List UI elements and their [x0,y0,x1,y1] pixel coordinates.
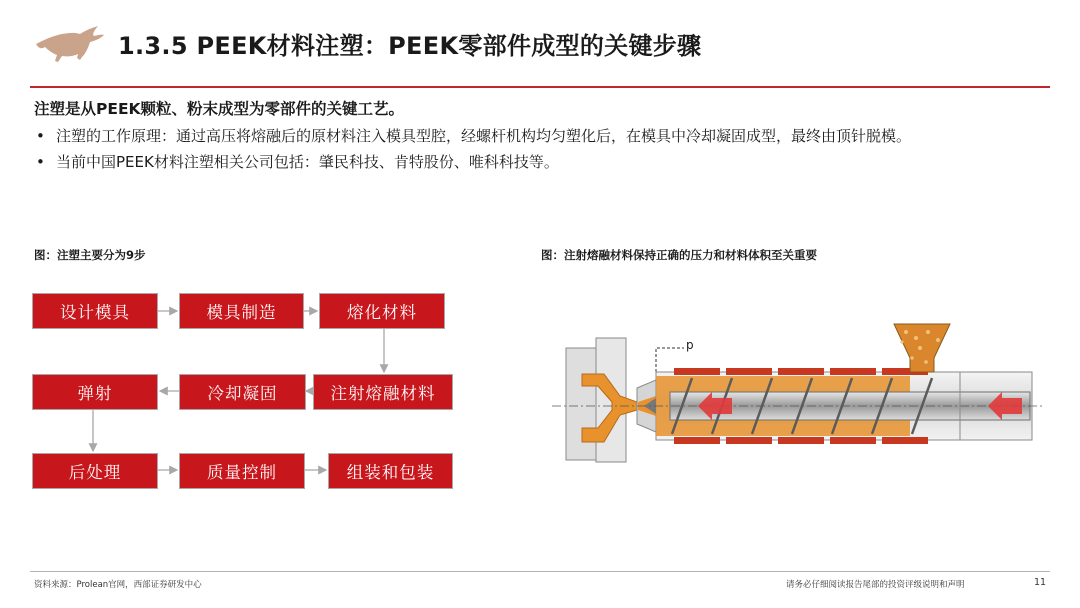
footer-divider [30,571,1050,572]
injection-machine-diagram [552,318,1044,470]
step-cool-solidify: 冷却凝固 [179,374,306,410]
step-inject-molten-material: 注射熔融材料 [313,374,453,410]
summary-text: 注塑是从PEEK颗粒、粉末成型为零部件的关键工艺。 [34,100,405,118]
source-note: 资料来源：Prolean官网，西部证券研发中心 [34,580,202,590]
step-design-mold: 设计模具 [32,293,158,329]
step-mold-manufacturing: 模具制造 [179,293,304,329]
step-assembly-packaging: 组装和包装 [328,453,453,489]
disclaimer-text: 请务必仔细阅读报告尾部的投资评级说明和声明 [786,580,965,590]
figure-caption-right: 图：注射熔融材料保持正确的压力和材料体积至关重要 [541,248,817,262]
page-title: 1.3.5 PEEK材料注塑：PEEK零部件成型的关键步骤 [118,32,702,60]
step-post-processing: 后处理 [32,453,158,489]
figure-caption-left: 图：注塑主要分为9步 [34,248,146,262]
pressure-label: p [686,338,694,352]
step-quality-control: 质量控制 [179,453,305,489]
step-melt-material: 熔化材料 [319,293,445,329]
step-eject: 弹射 [32,374,158,410]
bullet-item: • 当前中国PEEK材料注塑相关公司包括：肇民科技、肯特股份、唯科科技等。 [34,152,1054,173]
bullet-item: • 注塑的工作原理：通过高压将熔融后的原材料注入模具型腔，经螺杆机构均匀塑化后，在模具中冷却凝固成型，最终由顶针脱模。 [34,126,1054,147]
page-number: 11 [1034,577,1047,588]
